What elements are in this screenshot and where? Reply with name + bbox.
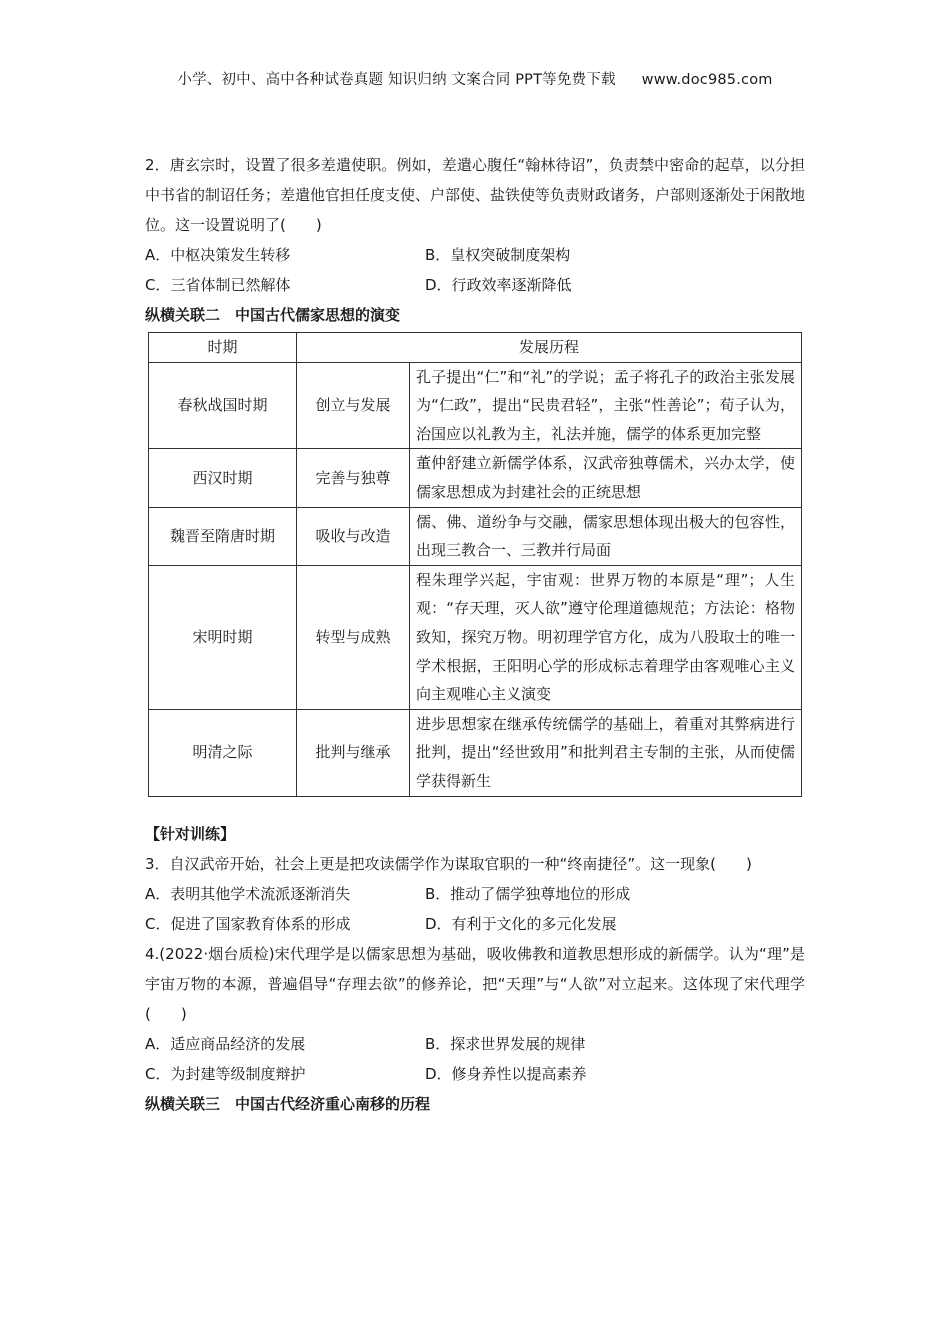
question-3-options-row-1 bbox=[145, 879, 805, 909]
question-4-options-row-1 bbox=[145, 1029, 805, 1059]
table-cell-period: 春秋战国时期 bbox=[149, 362, 297, 449]
option-c[interactable]: C．促进了国家教育体系的形成 bbox=[145, 914, 351, 933]
table-cell-stage: 转型与成熟 bbox=[297, 565, 410, 709]
option-b[interactable]: B．皇权突破制度架构 bbox=[425, 246, 571, 264]
question-2-stem: 2．唐玄宗时，设置了很多差遣使职。例如，差遣心腹任“翰林待诏”，负责禁中密命的起草，以分担中书省的制诏任务；差遣他官担任度支使、户部使、盐铁使等负责财政诸务，户部则逐渐处于闲散地位。这一设置说明了( ) bbox=[145, 156, 806, 234]
question-2 bbox=[145, 150, 805, 300]
table-cell-desc: 进步思想家在继承传统儒学的基础上，着重对其弊病进行批判，提出“经世致用”和批判君主专制的主张，从而使儒学获得新生 bbox=[410, 709, 802, 796]
table-cell-desc: 董仲舒建立新儒学体系，汉武帝独尊儒术，兴办太学，使儒家思想成为封建社会的正统思想 bbox=[410, 449, 802, 507]
table-cell-period: 魏晋至隋唐时期 bbox=[149, 507, 297, 565]
table-cell-desc: 儒、佛、道纷争与交融，儒家思想体现出极大的包容性，出现三教合一、三教并行局面 bbox=[410, 507, 802, 565]
section-2-title: 纵横关联二 中国古代儒家思想的演变 bbox=[145, 306, 401, 324]
table-cell-period: 西汉时期 bbox=[149, 449, 297, 507]
option-c[interactable]: C．三省体制已然解体 bbox=[145, 276, 291, 294]
option-a[interactable]: A．表明其他学术流派逐渐消失 bbox=[145, 884, 351, 903]
training-title: 【针对训练】 bbox=[145, 824, 236, 843]
table-header-row bbox=[149, 333, 802, 363]
header-text: 小学、初中、高中各种试卷真题 知识归纳 文案合同 PPT等免费下载 bbox=[177, 72, 616, 88]
table-cell-period: 宋明时期 bbox=[149, 565, 297, 709]
question-3 bbox=[145, 849, 805, 939]
confucianism-table bbox=[148, 332, 802, 797]
table-header-process: 发展历程 bbox=[297, 333, 802, 363]
table-row bbox=[149, 709, 802, 796]
table-cell-stage: 吸收与改造 bbox=[297, 507, 410, 565]
table-cell-desc: 程朱理学兴起，宇宙观：世界万物的本原是“理”；人生观：“存天理，灭人欲”遵守伦理道德规范；方法论：格物致知，探究万物。明初理学官方化，成为八股取士的唯一学术根据，王阳明心学的形成标志着理学由客观唯心主义向主观唯心主义演变 bbox=[410, 565, 802, 709]
option-a[interactable]: A．适应商品经济的发展 bbox=[145, 1034, 306, 1053]
table-cell-stage: 创立与发展 bbox=[297, 362, 410, 449]
option-b[interactable]: B．推动了儒学独尊地位的形成 bbox=[425, 884, 631, 903]
page-header bbox=[0, 68, 950, 89]
question-4-options-row-2 bbox=[145, 1059, 805, 1089]
option-d[interactable]: D．有利于文化的多元化发展 bbox=[425, 914, 617, 933]
option-d[interactable]: D．行政效率逐渐降低 bbox=[425, 276, 572, 294]
question-2-options-row-1 bbox=[145, 240, 805, 270]
question-3-options-row-2 bbox=[145, 909, 805, 939]
question-4 bbox=[145, 939, 805, 1089]
table-cell-period: 明清之际 bbox=[149, 709, 297, 796]
header-site-link[interactable]: www.doc985.com bbox=[641, 72, 773, 88]
option-d[interactable]: D．修身养性以提高素养 bbox=[425, 1064, 587, 1083]
section-3-title: 纵横关联三 中国古代经济重心南移的历程 bbox=[145, 1094, 431, 1113]
question-3-stem: 3．自汉武帝开始，社会上更是把攻读儒学作为谋取官职的一种“终南捷径”。这一现象( ) bbox=[145, 854, 752, 873]
table-header-period: 时期 bbox=[149, 333, 297, 363]
option-c[interactable]: C．为封建等级制度辩护 bbox=[145, 1064, 306, 1083]
option-a[interactable]: A．中枢决策发生转移 bbox=[145, 246, 291, 264]
table-cell-stage: 批判与继承 bbox=[297, 709, 410, 796]
table-cell-desc: 孔子提出“仁”和“礼”的学说；孟子将孔子的政治主张发展为“仁政”，提出“民贵君轻”，主张“性善论”；荀子认为，治国应以礼教为主，礼法并施，儒学的体系更加完整 bbox=[410, 362, 802, 449]
document-body bbox=[145, 150, 805, 1119]
question-4-stem: 4.(2022·烟台质检)宋代理学是以儒家思想为基础，吸收佛教和道教思想形成的新儒学。认为“理”是宇宙万物的本源，普遍倡导“存理去欲”的修养论，把“天理”与“人欲”对立起来。这体现了宋代理学( ) bbox=[145, 944, 805, 1023]
table-row bbox=[149, 565, 802, 709]
table-row bbox=[149, 507, 802, 565]
table-row bbox=[149, 449, 802, 507]
question-2-options-row-2 bbox=[145, 270, 805, 300]
table-cell-stage: 完善与独尊 bbox=[297, 449, 410, 507]
table-row bbox=[149, 362, 802, 449]
option-b[interactable]: B．探求世界发展的规律 bbox=[425, 1034, 586, 1053]
